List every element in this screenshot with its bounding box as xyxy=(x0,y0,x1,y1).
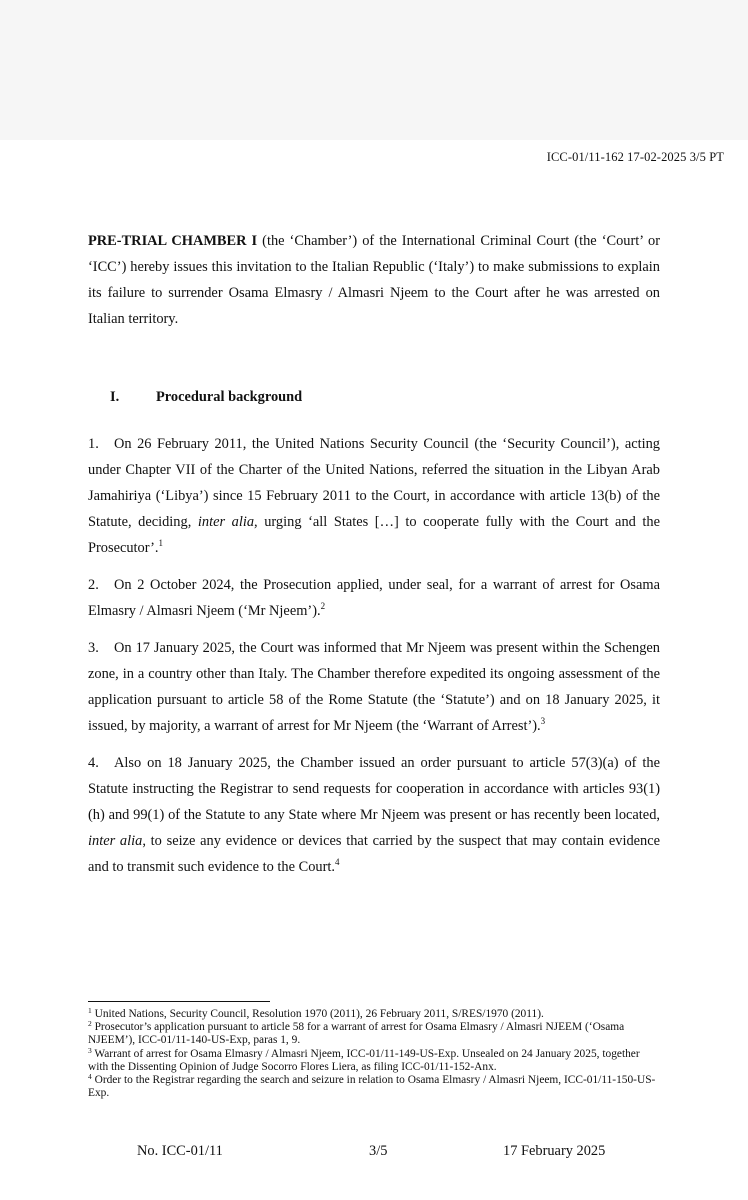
paragraph-number: 3. xyxy=(88,640,99,656)
top-margin-band xyxy=(0,0,748,140)
section-heading xyxy=(110,389,302,406)
paragraph-number: 1. xyxy=(88,436,99,452)
intro-paragraph xyxy=(88,228,660,332)
footer-date: 17 February 2025 xyxy=(503,1143,606,1159)
footnote-ref[interactable]: 2 xyxy=(320,601,326,611)
footnote-ref[interactable]: 4 xyxy=(334,857,340,867)
footnote-number: 4 xyxy=(88,1072,92,1082)
italic-phrase: inter alia xyxy=(88,833,143,849)
footnotes xyxy=(88,1008,660,1100)
paragraphs xyxy=(88,431,660,891)
footnote-4 xyxy=(88,1074,660,1100)
footer-page-number: 3/5 xyxy=(369,1143,388,1159)
document-stamp: ICC-01/11-162 17-02-2025 3/5 PT xyxy=(546,150,724,164)
footer-case-number: No. ICC-01/11 xyxy=(137,1143,223,1159)
chamber-name: PRE-TRIAL CHAMBER I xyxy=(88,233,258,249)
footnote-3 xyxy=(88,1045,660,1074)
intro-block xyxy=(88,228,660,332)
footnote-number: 3 xyxy=(88,1045,92,1055)
footnote-1 xyxy=(88,1008,660,1021)
footnote-text: Order to the Registrar regarding the search and seizure in relation to Osama Elmasry / Almasri Njeem, ICC-01/11-150-US-Exp. xyxy=(88,1074,656,1100)
paragraph-text: , to seize any evidence or devices that carried by the suspect that may contain evidence and to transmit such evidence to the Court. xyxy=(88,833,660,875)
footnote-2 xyxy=(88,1021,660,1047)
paragraph-number: 2. xyxy=(88,577,99,593)
footnote-ref[interactable]: 1 xyxy=(158,538,163,548)
paragraph-text: On 26 February 2011, the United Nations Security Council (the ‘Security Council’), acting under Chapter VII of the Charter of the United Nations, referred the situation in the Libyan Arab Jamahiriya (‘Libya’) since 15 February 2011 to the Court, in accordance with article 13(b) of the Statute, deciding, xyxy=(88,436,660,530)
footnote-text: Warrant of arrest for Osama Elmasry / Almasri Njeem, ICC-01/11-149-US-Exp. Unsealed on 24 January 2025, together with the Dissenting Opinion of Judge Socorro Flores Liera, as filing ICC-01/11-152-Anx. xyxy=(88,1047,640,1073)
paragraph-1 xyxy=(88,431,660,561)
paragraph-2 xyxy=(88,572,660,624)
footnote-separator xyxy=(88,1001,270,1002)
italic-phrase: inter alia xyxy=(197,514,255,530)
paragraph-4 xyxy=(88,750,660,880)
paragraph-text: On 17 January 2025, the Court was informed that Mr Njeem was present within the Schengen zone, in a country other than Italy. The Chamber therefore expedited its ongoing assessment of the application pursuant to article 58 of the Rome Statute (the ‘Statute’) and on 18 January 2025, it issued, by majority, a warrant of arrest for Mr Njeem (the ‘Warrant of Arrest’). xyxy=(88,640,660,734)
paragraph-text: , urging ‘all States […] to cooperate fully with the Court and the Prosecutor’. xyxy=(88,514,660,556)
footnote-ref[interactable]: 3 xyxy=(540,716,546,726)
paragraph-number: 4. xyxy=(88,755,99,771)
footnote-number: 2 xyxy=(88,1019,92,1029)
section-title: Procedural background xyxy=(156,389,303,405)
intro-text: (the ‘Chamber’) of the International Criminal Court (the ‘Court’ or ‘ICC’) hereby issues this invitation to the Italian Republic (‘Italy’) to make submissions to explain its failure to surrender Osama Elmasry / Almasri Njeem to the Court after he was arrested on Italian territory. xyxy=(88,233,660,327)
section-number: I. xyxy=(110,389,120,405)
paragraph-3 xyxy=(88,635,660,739)
footnote-text: Prosecutor’s application pursuant to article 58 for a warrant of arrest for Osama Elmasry / Almasri NJEEM (‘Osama NJEEM’), ICC-01/11-140-US-Exp, paras 1, 9. xyxy=(88,1021,625,1047)
footnote-number: 1 xyxy=(88,1006,92,1015)
footnote-text: United Nations, Security Council, Resolution 1970 (2011), 26 February 2011, S/RES/1970 (2011). xyxy=(91,1008,544,1020)
paragraph-text: On 2 October 2024, the Prosecution applied, under seal, for a warrant of arrest for Osama Elmasry / Almasri Njeem (‘Mr Njeem’). xyxy=(88,577,660,619)
paragraph-text: Also on 18 January 2025, the Chamber issued an order pursuant to article 57(3)(a) of the Statute instructing the Registrar to send requests for cooperation in accordance with articles 93(1)(h) and 99(1) of the Statute to any State where Mr Njeem was present or has recently been located, xyxy=(88,755,660,823)
